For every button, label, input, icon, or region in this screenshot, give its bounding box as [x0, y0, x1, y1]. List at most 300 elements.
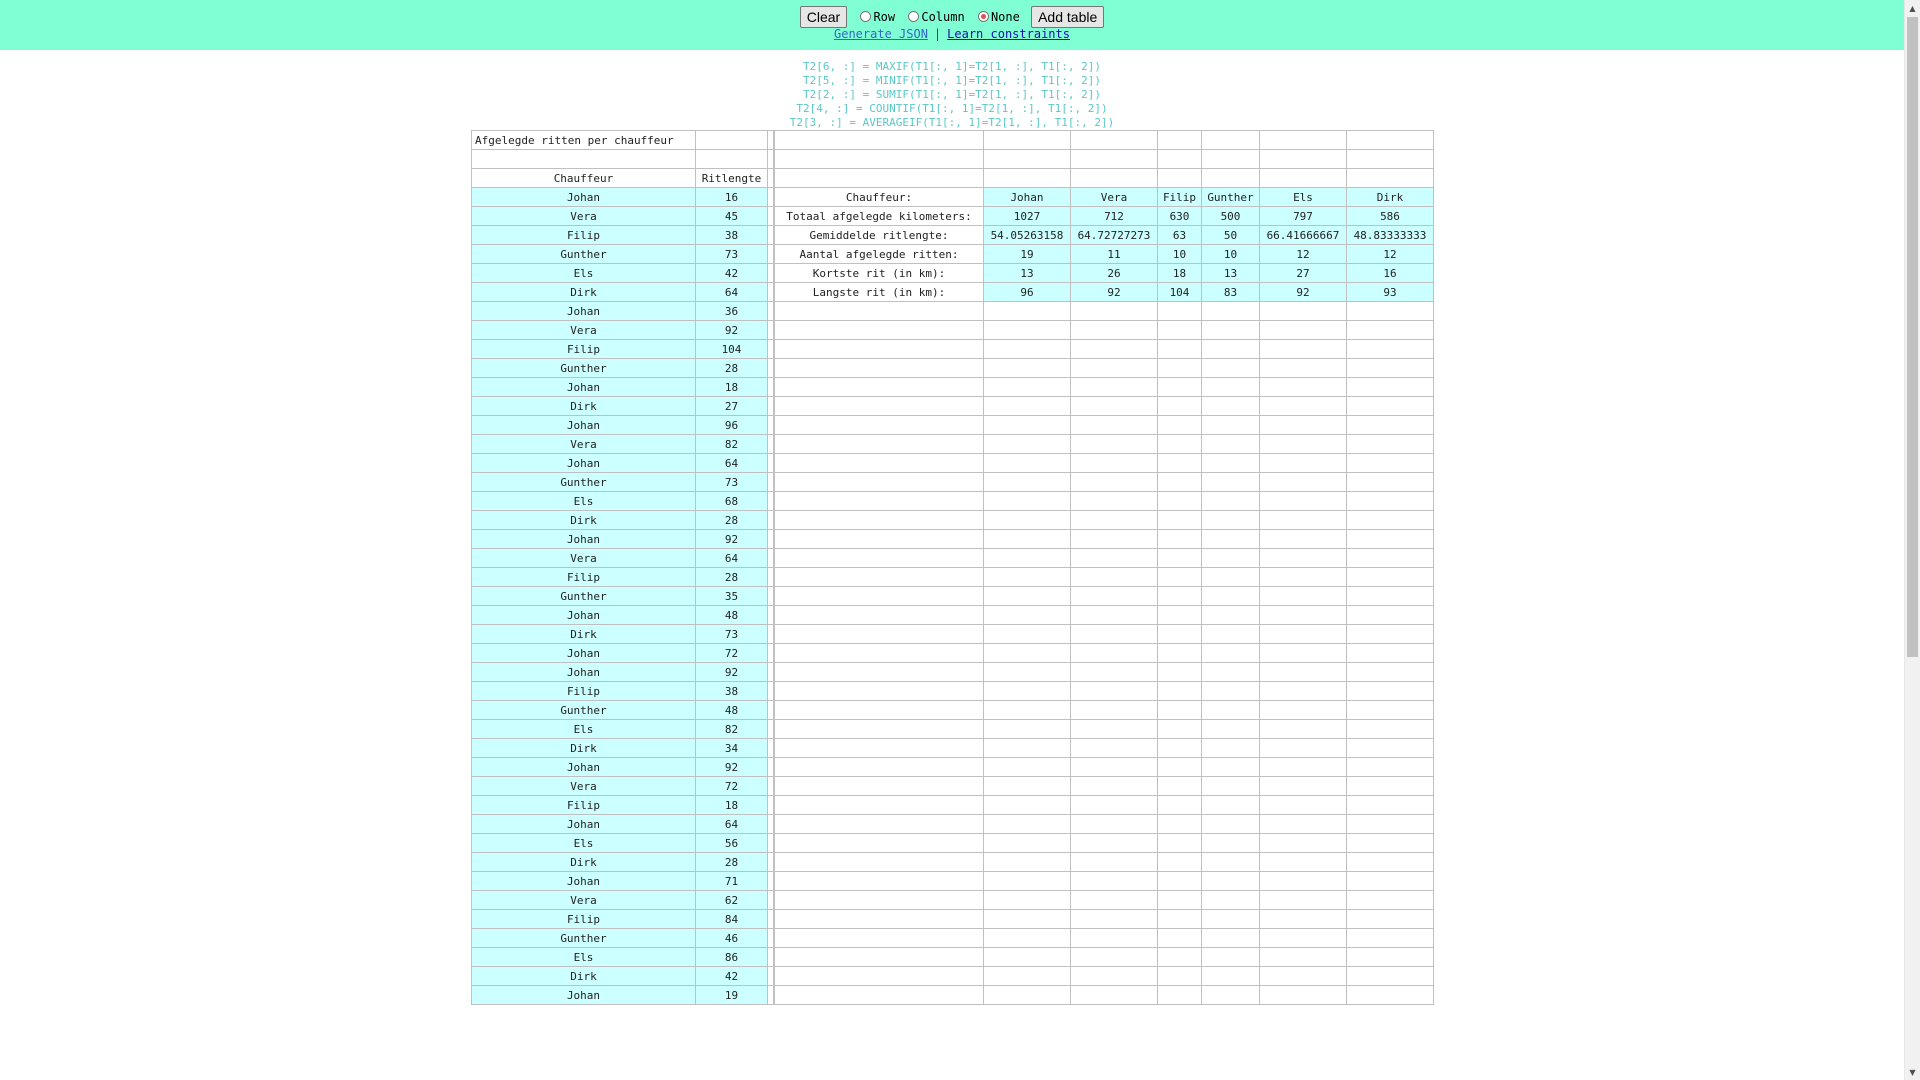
table-cell[interactable]	[984, 815, 1071, 834]
table-cell[interactable]	[984, 986, 1071, 1005]
table-cell[interactable]	[775, 625, 984, 644]
table-cell[interactable]	[984, 492, 1071, 511]
table-cell[interactable]: 27	[1260, 264, 1347, 283]
table-cell[interactable]	[1071, 834, 1158, 853]
table-cell[interactable]: 797	[1260, 207, 1347, 226]
table-cell[interactable]	[1158, 815, 1202, 834]
table-cell[interactable]: 28	[696, 853, 768, 872]
table-cell[interactable]	[1202, 929, 1260, 948]
table-cell[interactable]	[775, 587, 984, 606]
table-cell[interactable]	[768, 682, 774, 701]
table-cell[interactable]	[1260, 929, 1347, 948]
table-cell[interactable]	[1071, 910, 1158, 929]
table-cell[interactable]	[1071, 397, 1158, 416]
table-cell[interactable]	[768, 568, 774, 587]
table-cell[interactable]	[1347, 891, 1434, 910]
table-cell[interactable]: 18	[696, 796, 768, 815]
table-cell[interactable]	[1158, 435, 1202, 454]
table-cell[interactable]	[1260, 473, 1347, 492]
table-cell[interactable]	[1260, 454, 1347, 473]
table-cell[interactable]: 64	[696, 283, 768, 302]
table-cell[interactable]	[1347, 872, 1434, 891]
table-cell[interactable]	[775, 340, 984, 359]
table-cell[interactable]	[1158, 359, 1202, 378]
table-cell[interactable]	[1260, 397, 1347, 416]
table-cell[interactable]: Johan	[472, 758, 696, 777]
table-cell[interactable]	[1347, 910, 1434, 929]
table-cell[interactable]: 19	[696, 986, 768, 1005]
table-cell[interactable]	[1260, 625, 1347, 644]
table-cell[interactable]: 82	[696, 435, 768, 454]
table-cell[interactable]	[775, 853, 984, 872]
table-cell[interactable]: Gunther	[472, 929, 696, 948]
row-label[interactable]: Gemiddelde ritlengte:	[775, 226, 984, 245]
table-cell[interactable]	[1158, 758, 1202, 777]
table-cell[interactable]	[775, 321, 984, 340]
table-cell[interactable]: 1027	[984, 207, 1071, 226]
table-cell[interactable]	[1071, 587, 1158, 606]
table-cell[interactable]	[1202, 530, 1260, 549]
table-cell[interactable]: Filip	[1158, 188, 1202, 207]
table-cell[interactable]	[1260, 682, 1347, 701]
table-cell[interactable]	[775, 834, 984, 853]
table-cell[interactable]: Els	[472, 948, 696, 967]
table-cell[interactable]: 64	[696, 815, 768, 834]
table-cell[interactable]	[775, 796, 984, 815]
table-cell[interactable]: 16	[696, 188, 768, 207]
table-cell[interactable]	[1202, 967, 1260, 986]
table-cell[interactable]: 92	[696, 530, 768, 549]
table-cell[interactable]: 73	[696, 473, 768, 492]
table-cell[interactable]	[1202, 549, 1260, 568]
table-cell[interactable]	[1158, 150, 1202, 169]
table-cell[interactable]	[768, 758, 774, 777]
table-cell[interactable]	[984, 397, 1071, 416]
table-cell[interactable]: 54.05263158	[984, 226, 1071, 245]
table-cell[interactable]	[775, 986, 984, 1005]
table-cell[interactable]	[1158, 853, 1202, 872]
table-cell[interactable]: Els	[472, 264, 696, 283]
table-cell[interactable]	[1071, 606, 1158, 625]
table-cell[interactable]	[768, 169, 774, 188]
table-cell[interactable]	[1347, 739, 1434, 758]
table-cell[interactable]	[984, 796, 1071, 815]
table-cell[interactable]	[1260, 378, 1347, 397]
table-cell[interactable]: 86	[696, 948, 768, 967]
table-cell[interactable]: 73	[696, 625, 768, 644]
table-cell[interactable]: Els	[1260, 188, 1347, 207]
table-cell[interactable]	[1202, 872, 1260, 891]
table-cell[interactable]	[768, 796, 774, 815]
table-cell[interactable]	[984, 777, 1071, 796]
table-cell[interactable]	[1260, 948, 1347, 967]
table-cell[interactable]	[1071, 967, 1158, 986]
table-cell[interactable]: Gunther	[472, 701, 696, 720]
table-cell[interactable]	[984, 891, 1071, 910]
table-cell[interactable]	[775, 549, 984, 568]
row-label[interactable]: Chauffeur:	[775, 188, 984, 207]
table-cell[interactable]	[1071, 758, 1158, 777]
table-cell[interactable]	[768, 150, 774, 169]
table-cell[interactable]	[768, 340, 774, 359]
table-cell[interactable]	[1202, 359, 1260, 378]
table-cell[interactable]	[696, 150, 768, 169]
table-cell[interactable]	[984, 929, 1071, 948]
table-cell[interactable]	[984, 530, 1071, 549]
table-cell[interactable]: 12	[1260, 245, 1347, 264]
table-cell[interactable]: Dirk	[472, 397, 696, 416]
table-cell[interactable]	[1347, 758, 1434, 777]
table-cell[interactable]	[1202, 644, 1260, 663]
generate-json-link[interactable]: Generate JSON	[834, 27, 928, 41]
table-cell[interactable]: 48.83333333	[1347, 226, 1434, 245]
table-cell[interactable]	[1202, 492, 1260, 511]
table-cell[interactable]	[1202, 606, 1260, 625]
table-cell[interactable]	[775, 568, 984, 587]
table-cell[interactable]	[768, 511, 774, 530]
table-cell[interactable]	[1260, 891, 1347, 910]
table-cell[interactable]	[1071, 929, 1158, 948]
clear-button[interactable]: Clear	[800, 6, 847, 28]
table-cell[interactable]: 64	[696, 454, 768, 473]
table-cell[interactable]	[1158, 777, 1202, 796]
table-cell[interactable]	[1158, 910, 1202, 929]
table-cell[interactable]: 104	[1158, 283, 1202, 302]
table-cell[interactable]	[1347, 720, 1434, 739]
table-cell[interactable]	[1260, 321, 1347, 340]
table-cell[interactable]	[1260, 644, 1347, 663]
table-cell[interactable]	[984, 682, 1071, 701]
table-cell[interactable]	[768, 131, 774, 150]
table-cell[interactable]	[1158, 606, 1202, 625]
table-cell[interactable]: 72	[696, 644, 768, 663]
table-cell[interactable]	[768, 359, 774, 378]
table-cell[interactable]	[1158, 644, 1202, 663]
table-cell[interactable]: 16	[1347, 264, 1434, 283]
table-cell[interactable]	[1158, 568, 1202, 587]
table-cell[interactable]	[1347, 454, 1434, 473]
table-cell[interactable]: 73	[696, 245, 768, 264]
table-cell[interactable]	[1347, 796, 1434, 815]
table-cell[interactable]	[1071, 625, 1158, 644]
table-cell[interactable]	[984, 606, 1071, 625]
table-cell[interactable]: 28	[696, 359, 768, 378]
table-cell[interactable]	[1202, 701, 1260, 720]
table-cell[interactable]	[1071, 644, 1158, 663]
table-cell[interactable]: Els	[472, 492, 696, 511]
table-cell[interactable]	[768, 397, 774, 416]
column-header[interactable]: Chauffeur	[472, 169, 696, 188]
table-cell[interactable]: Vera	[472, 435, 696, 454]
table-cell[interactable]	[1071, 150, 1158, 169]
scroll-up-arrow-icon[interactable]: ▲	[1909, 3, 1916, 13]
table-cell[interactable]: 36	[696, 302, 768, 321]
table-cell[interactable]	[1260, 967, 1347, 986]
table-cell[interactable]: 12	[1347, 245, 1434, 264]
table-cell[interactable]	[984, 302, 1071, 321]
table-cell[interactable]	[1260, 606, 1347, 625]
table-cell[interactable]	[1202, 435, 1260, 454]
table-cell[interactable]	[984, 948, 1071, 967]
radio-row-circle[interactable]	[860, 11, 871, 22]
table-cell[interactable]	[1071, 568, 1158, 587]
table-cell[interactable]: Johan	[472, 378, 696, 397]
table-cell[interactable]	[775, 435, 984, 454]
table-cell[interactable]: Johan	[472, 872, 696, 891]
table-cell[interactable]: Vera	[472, 207, 696, 226]
table-cell[interactable]	[768, 207, 774, 226]
table-cell[interactable]: Gunther	[472, 245, 696, 264]
table-cell[interactable]	[768, 948, 774, 967]
column-header[interactable]: Ritlengte	[696, 169, 768, 188]
table-cell[interactable]	[1071, 473, 1158, 492]
table-cell[interactable]	[768, 454, 774, 473]
table-cell[interactable]: 92	[696, 758, 768, 777]
table-cell[interactable]: 586	[1347, 207, 1434, 226]
table-cell[interactable]: 18	[696, 378, 768, 397]
table-cell[interactable]	[1260, 720, 1347, 739]
table-cell[interactable]	[1071, 701, 1158, 720]
table-cell[interactable]	[775, 682, 984, 701]
table-cell[interactable]: Johan	[472, 454, 696, 473]
table-cell[interactable]: 10	[1202, 245, 1260, 264]
table-cell[interactable]	[1158, 891, 1202, 910]
table-cell[interactable]	[1202, 625, 1260, 644]
table-cell[interactable]	[1347, 587, 1434, 606]
table-cell[interactable]: 19	[984, 245, 1071, 264]
table-cell[interactable]	[768, 530, 774, 549]
table-cell[interactable]: 18	[1158, 264, 1202, 283]
table-cell[interactable]	[1260, 530, 1347, 549]
table-cell[interactable]: Johan	[472, 815, 696, 834]
table-cell[interactable]	[1071, 359, 1158, 378]
table-cell[interactable]	[1071, 986, 1158, 1005]
table-cell[interactable]	[984, 416, 1071, 435]
table-cell[interactable]	[1071, 777, 1158, 796]
table-cell[interactable]: Johan	[984, 188, 1071, 207]
scroll-thumb[interactable]	[1907, 17, 1918, 657]
table-cell[interactable]	[984, 739, 1071, 758]
table-cell[interactable]	[768, 815, 774, 834]
table-cell[interactable]	[1071, 682, 1158, 701]
table-cell[interactable]	[984, 967, 1071, 986]
table-cell[interactable]	[1260, 796, 1347, 815]
table-cell[interactable]: 42	[696, 264, 768, 283]
table-cell[interactable]: Dirk	[472, 511, 696, 530]
table-cell[interactable]	[984, 435, 1071, 454]
table-cell[interactable]: 26	[1071, 264, 1158, 283]
table-cell[interactable]	[775, 929, 984, 948]
table-cell[interactable]: 93	[1347, 283, 1434, 302]
add-table-button[interactable]: Add table	[1031, 6, 1104, 28]
table-cell[interactable]	[775, 131, 984, 150]
table-cell[interactable]	[1260, 663, 1347, 682]
table-cell[interactable]: 92	[1260, 283, 1347, 302]
table-cell[interactable]: 92	[696, 321, 768, 340]
table-cell[interactable]	[1347, 473, 1434, 492]
table-cell[interactable]	[1260, 777, 1347, 796]
table-cell[interactable]	[984, 587, 1071, 606]
row-label[interactable]: Kortste rit (in km):	[775, 264, 984, 283]
table-cell[interactable]	[1071, 815, 1158, 834]
table-cell[interactable]: 92	[696, 663, 768, 682]
table-cell[interactable]	[1260, 492, 1347, 511]
table-cell[interactable]	[768, 473, 774, 492]
table-cell[interactable]	[1260, 340, 1347, 359]
table-cell[interactable]	[1158, 948, 1202, 967]
table-cell[interactable]	[1202, 169, 1260, 188]
table-cell[interactable]: Johan	[472, 986, 696, 1005]
table-cell[interactable]	[1202, 397, 1260, 416]
table-cell[interactable]	[1202, 815, 1260, 834]
table-cell[interactable]	[1158, 511, 1202, 530]
table-cell[interactable]	[984, 625, 1071, 644]
table-cell[interactable]	[1202, 340, 1260, 359]
table-cell[interactable]	[1158, 663, 1202, 682]
radio-column[interactable]	[908, 10, 964, 24]
table-cell[interactable]	[775, 663, 984, 682]
table-cell[interactable]	[1347, 929, 1434, 948]
table-cell[interactable]	[1260, 359, 1347, 378]
table-cell[interactable]: 13	[1202, 264, 1260, 283]
table-cell[interactable]	[1202, 834, 1260, 853]
table-cell[interactable]	[1347, 435, 1434, 454]
table-cell[interactable]	[1158, 454, 1202, 473]
table-cell[interactable]	[1158, 340, 1202, 359]
table-cell[interactable]	[984, 359, 1071, 378]
table-cell[interactable]	[1071, 378, 1158, 397]
table-cell[interactable]: 84	[696, 910, 768, 929]
table-cell[interactable]	[1202, 568, 1260, 587]
table-cell[interactable]	[1347, 549, 1434, 568]
table-cell[interactable]	[768, 492, 774, 511]
table-cell[interactable]	[1202, 321, 1260, 340]
table-cell[interactable]	[1260, 872, 1347, 891]
table-cell[interactable]	[775, 454, 984, 473]
table-cell[interactable]	[1202, 378, 1260, 397]
table-cell[interactable]	[1158, 549, 1202, 568]
table-cell[interactable]: 50	[1202, 226, 1260, 245]
table-cell[interactable]	[775, 872, 984, 891]
table-cell[interactable]	[1158, 701, 1202, 720]
table-cell[interactable]	[1202, 682, 1260, 701]
table-cell[interactable]	[984, 473, 1071, 492]
table-cell[interactable]	[1260, 758, 1347, 777]
radio-row[interactable]	[860, 10, 895, 24]
table-cell[interactable]	[768, 416, 774, 435]
table-cell[interactable]	[1202, 986, 1260, 1005]
table-cell[interactable]	[1158, 492, 1202, 511]
table-cell[interactable]	[775, 473, 984, 492]
table-cell[interactable]	[775, 397, 984, 416]
table-cell[interactable]	[984, 644, 1071, 663]
table-cell[interactable]: 38	[696, 682, 768, 701]
table-cell[interactable]	[1260, 986, 1347, 1005]
table-cell[interactable]: 500	[1202, 207, 1260, 226]
table-cell[interactable]	[984, 150, 1071, 169]
table-cell[interactable]: 630	[1158, 207, 1202, 226]
table-cell[interactable]	[1158, 720, 1202, 739]
table-cell[interactable]	[775, 378, 984, 397]
table-cell[interactable]	[1260, 169, 1347, 188]
table-cell[interactable]: 45	[696, 207, 768, 226]
table-cell[interactable]	[1202, 910, 1260, 929]
table-cell[interactable]: Gunther	[472, 473, 696, 492]
table-cell[interactable]	[1202, 150, 1260, 169]
table-cell[interactable]	[1347, 302, 1434, 321]
table-cell[interactable]	[775, 606, 984, 625]
table-cell[interactable]	[1260, 511, 1347, 530]
table-cell[interactable]: Johan	[472, 606, 696, 625]
table-cell[interactable]	[1158, 131, 1202, 150]
table-cell[interactable]	[768, 834, 774, 853]
table-cell[interactable]	[1347, 359, 1434, 378]
table-cell[interactable]	[1260, 701, 1347, 720]
table-cell[interactable]	[1347, 948, 1434, 967]
table-cell[interactable]	[775, 777, 984, 796]
table-cell[interactable]: Gunther	[472, 587, 696, 606]
table-cell[interactable]	[768, 872, 774, 891]
table-cell[interactable]	[984, 663, 1071, 682]
row-label[interactable]: Totaal afgelegde kilometers:	[775, 207, 984, 226]
table-cell[interactable]	[1071, 416, 1158, 435]
table-cell[interactable]	[984, 568, 1071, 587]
table-cell[interactable]	[768, 587, 774, 606]
table-cell[interactable]	[1260, 131, 1347, 150]
table-cell[interactable]	[1260, 568, 1347, 587]
table-cell[interactable]	[775, 416, 984, 435]
table-cell[interactable]	[1202, 853, 1260, 872]
table-cell[interactable]	[768, 245, 774, 264]
table-cell[interactable]	[1071, 169, 1158, 188]
table-cell[interactable]	[1071, 492, 1158, 511]
table-cell[interactable]: 10	[1158, 245, 1202, 264]
table-cell[interactable]	[1260, 853, 1347, 872]
table-cell[interactable]	[1347, 815, 1434, 834]
table-cell[interactable]	[984, 758, 1071, 777]
table-cell[interactable]: Vera	[472, 777, 696, 796]
table-cell[interactable]	[1071, 549, 1158, 568]
table-cell[interactable]	[1202, 739, 1260, 758]
table-cell[interactable]: 712	[1071, 207, 1158, 226]
vertical-scrollbar[interactable]	[1904, 0, 1920, 1080]
table-cell[interactable]	[1347, 986, 1434, 1005]
radio-none-circle[interactable]	[978, 11, 989, 22]
table-cell[interactable]	[1202, 720, 1260, 739]
table-cell[interactable]	[768, 302, 774, 321]
table-cell[interactable]	[1158, 986, 1202, 1005]
table-cell[interactable]: Johan	[472, 663, 696, 682]
table-cell[interactable]	[1260, 549, 1347, 568]
table-cell[interactable]: 104	[696, 340, 768, 359]
table-cell[interactable]: Johan	[472, 530, 696, 549]
table-cell[interactable]	[1202, 948, 1260, 967]
table-cell[interactable]	[775, 910, 984, 929]
table-cell[interactable]	[984, 131, 1071, 150]
table-cell[interactable]: Gunther	[472, 359, 696, 378]
table-cell[interactable]	[1202, 663, 1260, 682]
table-cell[interactable]	[1158, 587, 1202, 606]
table-cell[interactable]: 68	[696, 492, 768, 511]
table-cell[interactable]: 63	[1158, 226, 1202, 245]
table-cell[interactable]	[1202, 891, 1260, 910]
table-cell[interactable]	[1158, 682, 1202, 701]
table-cell[interactable]	[1158, 169, 1202, 188]
table-cell[interactable]	[775, 644, 984, 663]
table-cell[interactable]	[768, 929, 774, 948]
table-cell[interactable]: Vera	[1071, 188, 1158, 207]
table-cell[interactable]: 48	[696, 701, 768, 720]
